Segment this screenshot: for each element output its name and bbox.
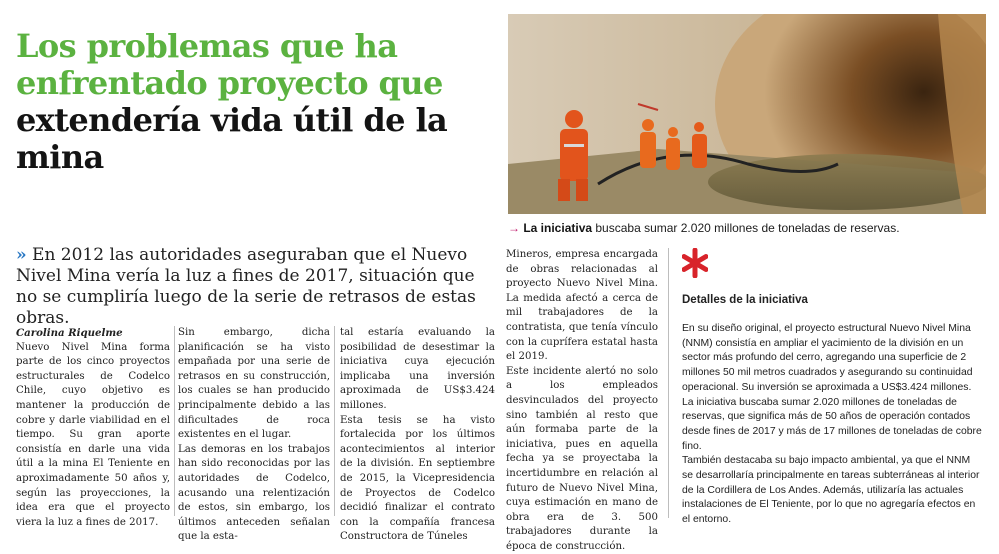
mine-tunnel-photo — [508, 14, 986, 214]
sidebar-paragraph-2: La iniciativa buscaba sumar 2.020 millones de toneladas de reservas, que significa más de 50 años de operación contados desde fines de 2017 y más de 17 millones de toneladas de cobre fino. — [682, 396, 982, 452]
headline-line-1: Los problemas que ha — [16, 27, 398, 65]
caption-text: buscaba sumar 2.020 millones de toneladas de reservas. — [592, 221, 900, 235]
article-column-3 — [340, 326, 495, 545]
sidebar-body — [682, 322, 982, 528]
lead-paragraph — [16, 245, 501, 329]
article-column-1 — [16, 326, 170, 530]
photo-caption — [508, 221, 988, 235]
article-column-2 — [178, 326, 330, 545]
col4-paragraph-2: Este incidente alertó no solo a los empleados desvinculados del proyecto sino también al resto que aún formaba parte de la iniciativa, pues en aquella fecha ya se proyectaba la incertidumbre en relación al futuro de Nuevo Nivel Mina, cuya estimación en mano de obra era de 3. 500 trabajadores durante la época de construcción. — [506, 365, 658, 552]
headline-line-2: enfrentado proyecto que — [16, 64, 443, 102]
mine-tunnel-illustration — [508, 14, 986, 214]
quote-mark: » — [16, 245, 27, 265]
article-column-4 — [506, 248, 658, 554]
sidebar-paragraph-3: También destacaba su bajo impacto ambiental, ya que el NNM se desarrollaría principalmente en tareas subterráneas al interior de la Cordillera de Los Andes. Además, utilizaría las actuales instalaciones de El Teniente, por lo que no agregaría efectos en el entorno. — [682, 455, 980, 526]
headline-line-4: mina — [16, 138, 104, 176]
headline — [16, 28, 496, 176]
asterisk-icon — [682, 248, 708, 278]
col2-paragraph-2: Las demoras en los trabajos han sido reconocidas por las autoridades de Codelco, acusando una relentización de estos, sin embargo, los últimos anteceden señalan que la esta- — [178, 443, 330, 543]
author-byline: Carolina Riquelme — [16, 327, 123, 339]
col3-paragraph-2: Esta tesis se ha visto fortalecida por los últimos acontecimientos al interior de la división. En septiembre de 2015, la Vicepresidencia de Proyectos de Codelco decidió finalizar el contrato con la compañía francesa Constructora de Túneles — [340, 414, 495, 543]
col4-paragraph-1: Mineros, empresa encargada de obras relacionadas al proyecto Nuevo Nivel Mina. La medida afectó a cerca de mil trabajadores de la contratista, que tenía vínculo con la cuprífera estatal hasta el 2019. — [506, 249, 658, 363]
column-divider — [174, 326, 175, 516]
sidebar-paragraph-1: En su diseño original, el proyecto estructural Nuevo Nivel Mina (NNM) consistía en ampliar el yacimiento de la división en un sector más profundo del cerro, agregando una superficie de 2 millones 50 mil metros cuadrados y asegurando su continuidad operacional. Su inversión se aproximada a US$3.424 millones. — [682, 323, 973, 393]
sidebar-heading: Detalles de la iniciativa — [682, 294, 808, 306]
col3-paragraph-1: tal estaría evaluando la posibilidad de desestimar la iniciativa cuya ejecución implicaba una inversión aproximada de US$3.424 millones. — [340, 327, 495, 411]
caption-bold: La iniciativa — [523, 221, 593, 235]
col2-paragraph-1: Sin embargo, dicha planificación se ha visto empañada por una serie de retrasos en su construcción, los cuales se han producido principalmente debido a las dificultades de roca existentes en el lugar. — [178, 327, 330, 441]
col1-paragraph: Nuevo Nivel Mina forma parte de los cinco proyectos estructurales de Codelco Chile, cuyo objetivo es mantener la producción de cobre y darle viabilidad en el tiempo. Su gran aporte consistía en darle una vida útil a la mina El Teniente en aproximadamente 50 años y, según las proyecciones, la idea era que el proyecto viera la luz a fines de 2017. — [16, 341, 170, 528]
lead-text: En 2012 las autoridades aseguraban que el Nuevo Nivel Mina vería la luz a fines de 2017, situación que no se cumpliría luego de la serie de retrasos de estas obras. — [16, 245, 476, 328]
arrow-right-icon: → — [508, 221, 520, 235]
column-divider — [334, 326, 335, 516]
headline-line-3: extendería vida útil de la — [16, 101, 448, 139]
sidebar-divider — [668, 248, 669, 518]
